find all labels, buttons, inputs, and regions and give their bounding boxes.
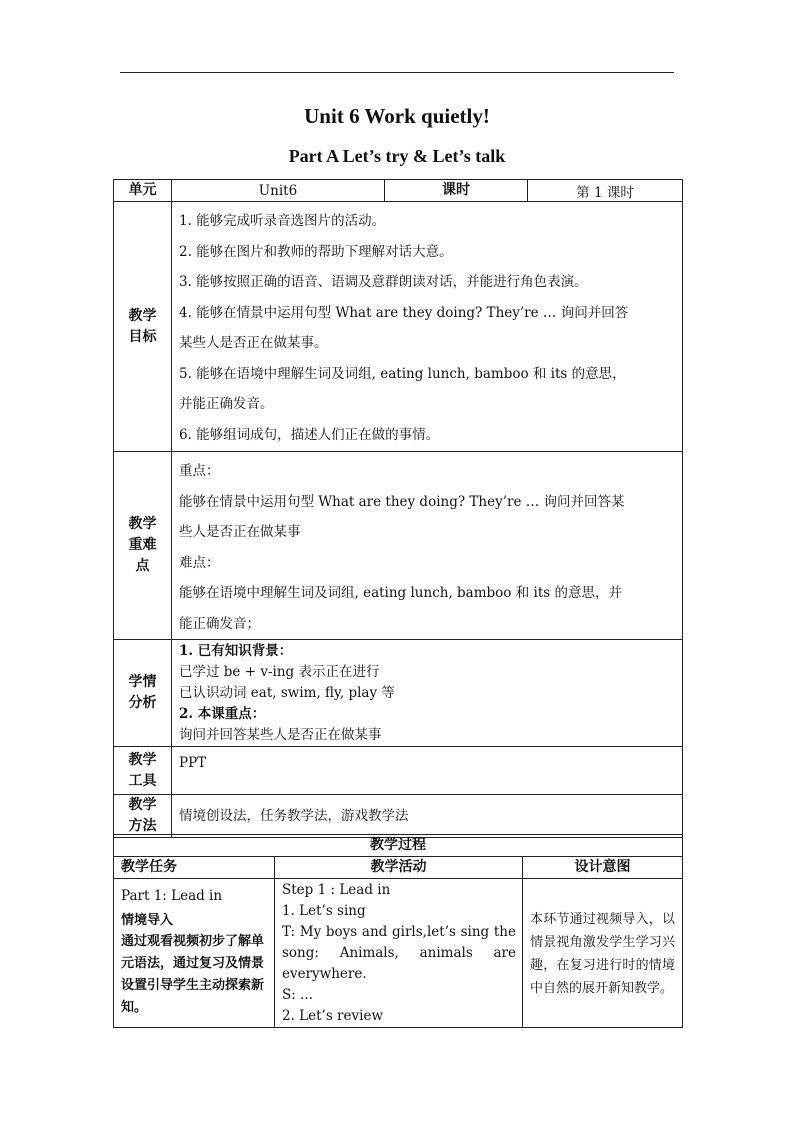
analysis-line: 询问并回答某些人是否正在做某事 [179,727,382,743]
analysis-line: 已认识动词 eat, swim, fly, play 等 [179,685,395,701]
analysis-heading: 2. 本课重点： [179,706,266,722]
methods-row [114,795,683,838]
objective-line: 6. 能够组词成句，描述人们正在做的事情。 [179,426,440,443]
objectives-label: 教学 目标 [114,202,172,452]
objectives-content [172,202,683,452]
analysis-heading: 1. 已有知识背景： [179,643,293,659]
unit-label: 单元 [114,180,172,202]
tools-label: 教学 工具 [114,747,172,795]
task-part: Part 1: Lead in [121,888,223,904]
process-header-row [114,857,683,879]
key-point-line: 些人是否正在做某事 [179,524,301,540]
objective-line: 5. 能够在语境中理解生词及词组, eating lunch, bamboo 和 its 的意思， [179,365,626,382]
methods-label: 教学 方法 [114,795,172,838]
objective-line: 4. 能够在情景中运用句型 What are they doing? They’re … 询问并回答 [179,304,629,321]
task-header: 教学任务 [114,857,275,879]
key-points-row [114,452,683,640]
key-point-line: 重点： [179,463,220,479]
key-point-line: 能正确发音； [179,615,260,632]
key-points-content [172,452,683,640]
activity-cell [275,879,523,1028]
period-value: 第 1 课时 [528,180,683,202]
tools-value: PPT [172,747,683,795]
objective-line: 并能正确发音。 [179,396,274,412]
intent-cell: 本环节通过视频导入，以情景视角激发学生学习兴趣，在复习进行时的情境中自然的展开新知教学。 [523,879,683,1028]
lesson-plan-table [113,179,683,838]
activity-line: 1. Let’s sing [282,903,366,919]
key-points-label: 教学 重难 点 [114,452,172,640]
page-subtitle: Part A Let’s try & Let’s talk [288,146,506,166]
analysis-label: 学情 分析 [114,640,172,747]
unit-value: Unit6 [172,180,385,202]
analysis-row [114,640,683,747]
methods-value: 情境创设法，任务教学法，游戏教学法 [172,795,683,838]
objective-line: 1. 能够完成听录音选图片的活动。 [179,213,386,229]
period-label: 课时 [385,180,528,202]
activity-header: 教学活动 [275,857,523,879]
analysis-content [172,640,683,747]
tools-row [114,747,683,795]
process-title: 教学过程 [114,835,683,857]
analysis-line: 已学过 be + v-ing 表示正在进行 [179,664,380,680]
task-desc: 通过观看视频初步了解单元语法，通过复习及情景设置引导学生主动探索新知。 [121,934,265,1015]
objective-line: 某些人是否正在做某事。 [179,335,328,351]
task-cell [114,879,275,1028]
page-title: Unit 6 Work quietly! [304,104,490,128]
process-row [114,879,683,1028]
header-rule [120,72,674,73]
activity-line: T: My boys and girls,let’s sing the song: Animals, animals are everywhere. [282,924,516,982]
activity-line: 2. Let’s review [282,1008,383,1024]
key-point-line: 能够在语境中理解生词及词组, eating lunch, bamboo 和 its 的意思，并 [179,585,622,601]
activity-line: S: ... [282,987,313,1003]
key-point-line: 能够在情景中运用句型 What are they doing? They’re … 询问并回答某 [179,493,625,510]
process-table [113,834,683,1028]
intent-header: 设计意图 [523,857,683,879]
info-row [114,180,683,202]
key-point-line: 难点： [179,554,220,571]
objectives-row [114,202,683,452]
task-name: 情境导入 [121,913,174,928]
process-title-row [114,835,683,857]
objective-line: 3. 能够按照正确的语音、语调及意群朗读对话，并能进行角色表演。 [179,274,588,290]
activity-line: Step 1 : Lead in [282,882,391,898]
objective-line: 2. 能够在图片和教师的帮助下理解对话大意。 [179,243,453,260]
